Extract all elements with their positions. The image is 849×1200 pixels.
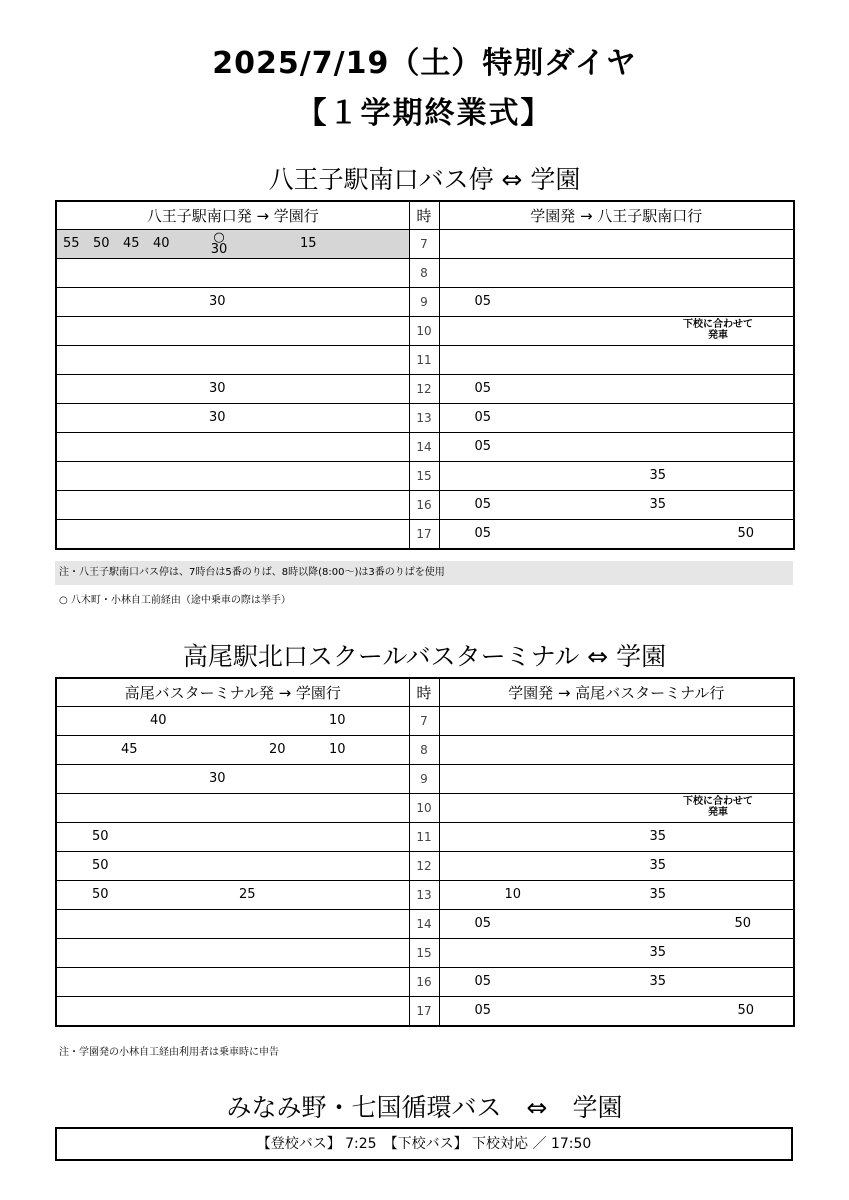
hour-label: 12 — [409, 852, 439, 881]
takao-timetable — [55, 677, 795, 1027]
departures-to-school — [56, 433, 409, 462]
minute: 05 — [474, 1003, 492, 1018]
departures-from-school — [439, 375, 794, 404]
hour-label: 11 — [409, 346, 439, 375]
hour-label: 16 — [409, 968, 439, 997]
hachioji-note-route: ○ 八木町・小林自工前経由（途中乗車の際は挙手） — [59, 595, 291, 606]
minute: 05 — [474, 497, 492, 512]
minute: 05 — [474, 294, 492, 309]
hour-label: 7 — [409, 230, 439, 259]
minute: 35 — [649, 858, 667, 873]
dismissal-note-line2: 発車 — [708, 807, 728, 818]
departures-from-school — [439, 939, 794, 968]
minute: 30 — [209, 771, 226, 786]
hour-label: 11 — [409, 823, 439, 852]
minute: 35 — [649, 974, 667, 989]
table-row — [56, 462, 794, 491]
minute: 10 — [504, 887, 522, 902]
table-row — [56, 317, 794, 346]
minute: 20 — [269, 742, 286, 757]
hour-label: 15 — [409, 462, 439, 491]
minute: 05 — [474, 439, 492, 454]
hour-label: 9 — [409, 288, 439, 317]
dismissal-note-line2: 発車 — [708, 330, 728, 341]
departures-from-school — [439, 259, 794, 288]
hour-label: 15 — [409, 939, 439, 968]
table-row — [56, 852, 794, 881]
minute: 30 — [209, 410, 226, 425]
minute: 25 — [239, 887, 256, 902]
table-row — [56, 736, 794, 765]
departures-from-school — [439, 881, 794, 910]
minute: 40 — [150, 713, 167, 728]
departures-from-school — [439, 491, 794, 520]
hour-label: 9 — [409, 765, 439, 794]
dismissal-note — [683, 796, 753, 818]
minute: 40 — [153, 236, 170, 251]
departures-from-school — [439, 707, 794, 736]
departures-from-school — [439, 823, 794, 852]
minute: 05 — [474, 526, 492, 541]
departures-to-school — [56, 317, 409, 346]
departures-from-school — [439, 520, 794, 550]
hour-label: 7 — [409, 707, 439, 736]
hour-label: 10 — [409, 794, 439, 823]
table-row — [56, 910, 794, 939]
hour-label: 17 — [409, 997, 439, 1027]
departures-to-school — [56, 997, 409, 1027]
minute: 50 — [734, 916, 752, 931]
col-header-hour: 時 — [409, 201, 439, 230]
table-row — [56, 765, 794, 794]
hour-label: 8 — [409, 736, 439, 765]
minamino-section-title: みなみ野・七国循環バス ⇔ 学園 — [226, 1093, 623, 1122]
departures-from-school — [439, 462, 794, 491]
table-header-row — [56, 201, 794, 230]
col-header-hour: 時 — [409, 678, 439, 707]
via-yagi-mark: ○ — [213, 230, 225, 245]
minute: 35 — [649, 468, 667, 483]
minute: 10 — [329, 742, 346, 757]
minute: 05 — [474, 974, 492, 989]
departures-to-school — [56, 736, 409, 765]
table-row — [56, 288, 794, 317]
minute-via-yagi — [209, 232, 229, 256]
minamino-schedule-text: 【登校バス】 7:25 【下校バス】 下校対応 ／ 17:50 — [256, 1136, 592, 1152]
minute: 50 — [92, 829, 109, 844]
departures-to-school — [56, 910, 409, 939]
departures-to-school — [56, 881, 409, 910]
takao-section-title: 高尾駅北口スクールバスターミナル ⇔ 学園 — [182, 642, 667, 671]
minute: 30 — [210, 242, 228, 257]
dismissal-note — [683, 319, 753, 341]
departures-from-school — [439, 433, 794, 462]
departures-to-school — [56, 794, 409, 823]
minute: 05 — [474, 381, 492, 396]
minute: 45 — [121, 742, 138, 757]
table-row — [56, 794, 794, 823]
minute: 55 — [63, 236, 80, 251]
table-row — [56, 881, 794, 910]
minute: 05 — [474, 410, 492, 425]
departures-to-school — [56, 491, 409, 520]
hour-label: 10 — [409, 317, 439, 346]
table-row — [56, 433, 794, 462]
hachioji-section-title: 八王子駅南口バス停 ⇔ 学園 — [268, 165, 581, 194]
col-header-to-school: 高尾バスターミナル発 → 学園行 — [56, 678, 409, 707]
minute: 35 — [649, 497, 667, 512]
table-row — [56, 404, 794, 433]
departures-from-school — [439, 997, 794, 1027]
minute: 50 — [92, 887, 109, 902]
minute: 50 — [737, 1003, 755, 1018]
departures-to-school — [56, 707, 409, 736]
table-row — [56, 375, 794, 404]
minute: 35 — [649, 829, 667, 844]
table-row — [56, 491, 794, 520]
table-header-row — [56, 678, 794, 707]
table-row — [56, 520, 794, 550]
departures-to-school — [56, 823, 409, 852]
col-header-to-school: 八王子駅南口発 → 学園行 — [56, 201, 409, 230]
minute: 50 — [92, 858, 109, 873]
departures-to-school — [56, 765, 409, 794]
hachioji-note-stop: 注・八王子駅南口バス停は、7時台は5番のりば、8時以降(8:00～)は3番のりばを使用 — [55, 561, 793, 585]
departures-from-school — [439, 968, 794, 997]
table-row — [56, 259, 794, 288]
minute: 45 — [123, 236, 140, 251]
departures-from-school — [439, 404, 794, 433]
minute: 15 — [300, 236, 317, 251]
departures-to-school — [56, 259, 409, 288]
hour-label: 8 — [409, 259, 439, 288]
departures-from-school — [439, 346, 794, 375]
departures-from-school — [439, 765, 794, 794]
table-row — [56, 230, 794, 259]
departures-from-school — [439, 736, 794, 765]
minute: 10 — [329, 713, 346, 728]
minamino-schedule-box — [55, 1127, 793, 1161]
col-header-from-school: 学園発 → 八王子駅南口行 — [439, 201, 794, 230]
table-row — [56, 707, 794, 736]
minute: 50 — [737, 526, 755, 541]
departures-to-school — [56, 346, 409, 375]
hour-label: 16 — [409, 491, 439, 520]
departures-to-school — [56, 404, 409, 433]
page-subtitle: 【１学期終業式】 — [296, 96, 553, 131]
table-row — [56, 968, 794, 997]
departures-from-school — [439, 230, 794, 259]
hour-label: 14 — [409, 910, 439, 939]
departures-from-school — [439, 317, 794, 346]
minute: 30 — [209, 294, 226, 309]
departures-to-school — [56, 462, 409, 491]
departures-to-school — [56, 968, 409, 997]
minute: 35 — [649, 945, 667, 960]
departures-to-school — [56, 520, 409, 550]
hour-label: 13 — [409, 881, 439, 910]
table-row — [56, 823, 794, 852]
departures-to-school — [56, 375, 409, 404]
hour-label: 13 — [409, 404, 439, 433]
dismissal-note-line1: 下校に合わせて — [683, 796, 753, 807]
departures-to-school — [56, 939, 409, 968]
departures-from-school — [439, 910, 794, 939]
table-row — [56, 939, 794, 968]
minute: 35 — [649, 887, 667, 902]
hour-label: 12 — [409, 375, 439, 404]
hour-label: 17 — [409, 520, 439, 550]
hachioji-timetable — [55, 200, 795, 550]
table-row — [56, 346, 794, 375]
col-header-from-school: 学園発 → 高尾バスターミナル行 — [439, 678, 794, 707]
minute: 30 — [209, 381, 226, 396]
dismissal-note-line1: 下校に合わせて — [683, 319, 753, 330]
table-row — [56, 997, 794, 1027]
departures-from-school — [439, 852, 794, 881]
takao-note: 注・学園発の小林自工経由利用者は乗車時に申告 — [59, 1047, 279, 1058]
departures-to-school — [56, 230, 409, 259]
departures-from-school — [439, 288, 794, 317]
minute: 05 — [474, 916, 492, 931]
departures-from-school — [439, 794, 794, 823]
departures-to-school — [56, 852, 409, 881]
page-title: 2025/7/19（土）特別ダイヤ — [212, 46, 637, 81]
departures-to-school — [56, 288, 409, 317]
minute: 50 — [93, 236, 110, 251]
hour-label: 14 — [409, 433, 439, 462]
